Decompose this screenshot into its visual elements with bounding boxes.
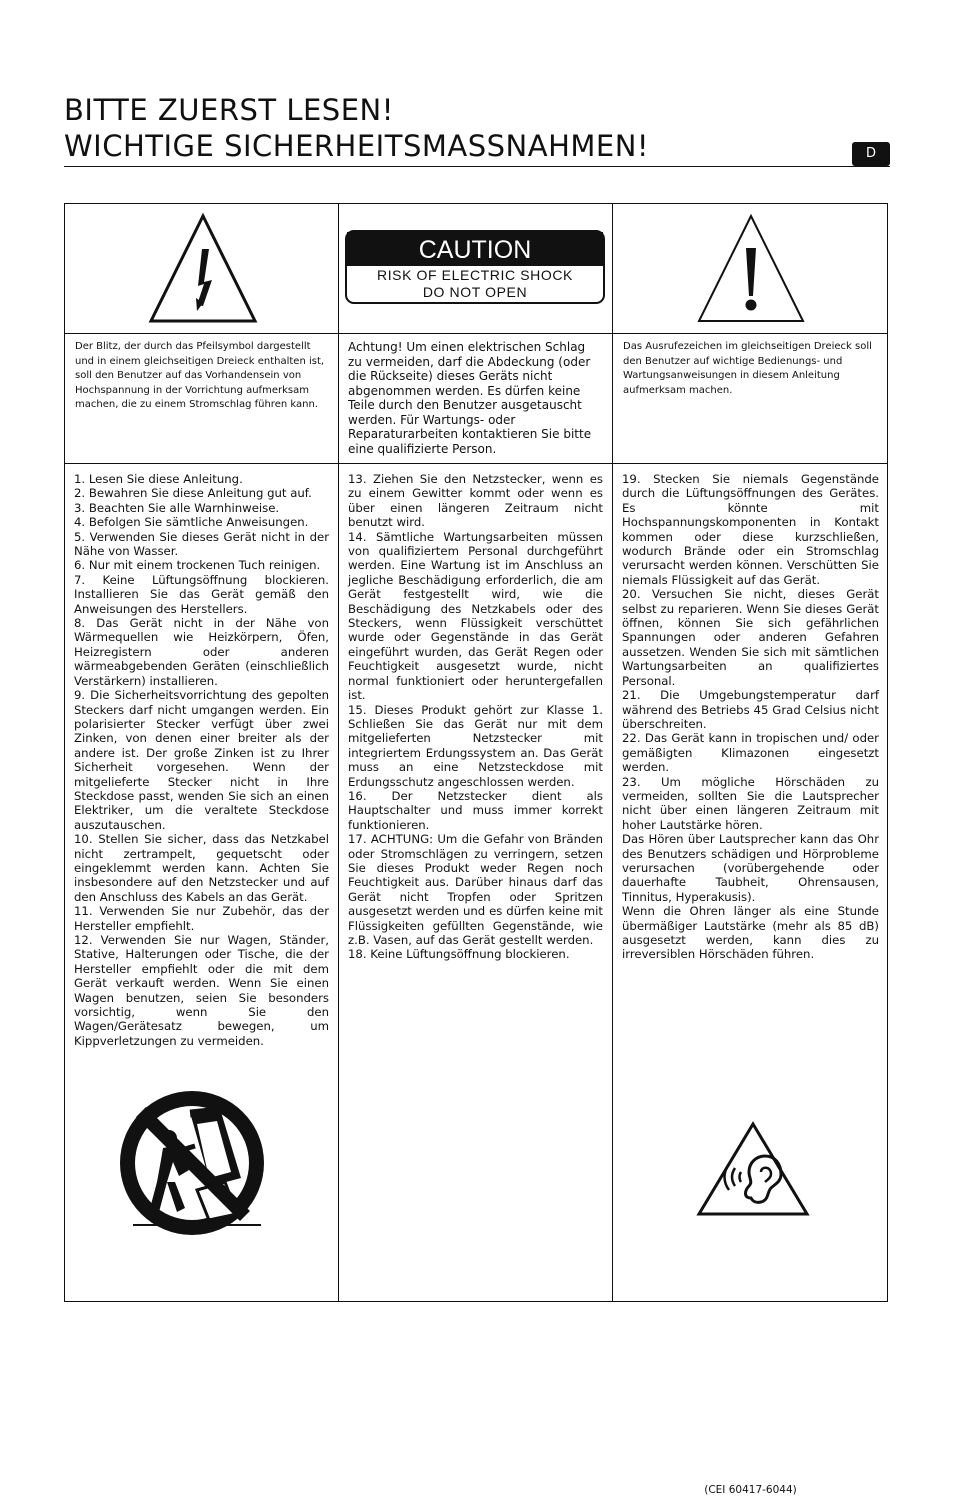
list-item: 20. Versuchen Sie nicht, dieses Gerät selbst zu reparieren. Wenn Sie dieses Gerät öffnen, können Sie sich gefährlichen Spannungen oder anderen Gefahren aussetzen. Wenden Sie sich mit sämtlichen Wartungsarbeiten an qualifiziertes Personal. — [622, 587, 879, 688]
hearing-symbol-caption: (CEI 60417-6044) — [704, 1484, 797, 1496]
instructions-column-2 — [339, 464, 612, 1301]
caution-label — [345, 230, 605, 304]
title-line-1: BITTE ZUERST LESEN! — [64, 93, 394, 127]
title-line-2: WICHTIGE SICHERHEITSMASSNAHMEN! — [64, 129, 650, 163]
safety-table — [64, 203, 888, 1496]
lightning-description: Der Blitz, der durch das Pfeilsymbol dargestellt und in einem gleichseitigen Dreieck enthalten ist, soll den Benutzer auf das Vorhandensein von Hochspannung in der Vorrichtung aufmerksam machen, die zu einem Stromschlag führen kann. — [75, 341, 325, 410]
list-item: 4. Befolgen Sie sämtliche Anweisungen. — [74, 515, 309, 530]
list-item: Das Hören über Lautsprecher kann das Ohr des Benutzers schädigen und Hörprobleme verursachen (vorübergehende oder dauerhafte Taubheit, Ohrensausen, Tinnitus, Hyperakusis). — [622, 832, 879, 904]
cart-tip-over-warning-icon — [113, 1086, 263, 1236]
caution-line-2: DO NOT OPEN — [422, 284, 528, 300]
list-item: 8. Das Gerät nicht in der Nähe von Wärmequellen wie Heizkörpern, Öfen, Heizregistern oder anderen wärmeabgebenden Geräten (einschließlich Verstärkern) installieren. — [74, 616, 329, 688]
language-badge: D — [852, 142, 890, 166]
list-item: 13. Ziehen Sie den Netzstecker, wenn es zu einem Gewitter kommt oder wenn es über einen längeren Zeitraum nicht benutzt wird. — [348, 472, 603, 530]
title-divider — [64, 166, 890, 167]
lightning-symbol-cell — [65, 204, 338, 333]
list-item: 2. Bewahren Sie diese Anleitung gut auf. — [74, 486, 312, 501]
list-item: 11. Verwenden Sie nur Zubehör, das der Hersteller empfiehlt. — [74, 904, 329, 933]
instructions-column-1 — [65, 464, 338, 1301]
exclamation-symbol-cell — [613, 204, 888, 333]
list-item: Wenn die Ohren länger als eine Stunde übermäßiger Lautstärke (mehr als 85 dB) ausgesetzt werden, kann dies zu irreversiblen Hörschäden führen. — [622, 904, 879, 962]
list-item: 15. Dieses Produkt gehört zur Klasse 1. Schließen Sie das Gerät nur mit dem mitgelieferten Netzstecker mit integriertem Erdungssystem an. Das Gerät muss an eine Netzsteckdose mit Erdungsschutz angeschlossen werden. — [348, 702, 603, 789]
lightning-triangle-icon — [65, 204, 338, 333]
list-item: 23. Um mögliche Hörschäden zu vermeiden, sollten Sie die Lautsprecher nicht über einen längeren Zeitraum mit hoher Lautstärke hören. — [622, 774, 879, 832]
list-item: 21. Die Umgebungstemperatur darf während des Betriebs 45 Grad Celsius nicht überschreiten. — [622, 688, 879, 731]
caution-line-1: RISK OF ELECTRIC SHOCK — [376, 267, 573, 283]
list-item: 18. Keine Lüftungsöffnung blockieren. — [348, 947, 570, 962]
page-title — [64, 92, 844, 164]
list-item: 7. Keine Lüftungsöffnung blockieren. Installieren Sie das Gerät gemäß den Anweisungen des Herstellers. — [74, 572, 329, 616]
list-item: 10. Stellen Sie sicher, dass das Netzkabel nicht zertrampelt, gequetscht oder eingeklemmt werden kann. Achten Sie insbesondere auf den Netzstecker und auf den Anschluss des Kabels an das Gerät. — [74, 832, 329, 904]
exclamation-description: Das Ausrufezeichen im gleichseitigen Dreieck soll den Benutzer auf wichtige Bedienungs- und Wartungsanweisungen in diesem Anleitung aufmerksam machen. — [623, 341, 872, 396]
exclamation-triangle-icon — [613, 204, 888, 333]
list-item: 19. Stecken Sie niemals Gegenstände durch die Lüftungsöffnungen des Gerätes. Es könnte mit Hochspannungskomponenten in Kontakt kommen oder diese kurzschließen, wodurch Brände oder ein Stromschlag verursacht werden können. Verschütten Sie niemals Flüssigkeit auf das Gerät. — [622, 472, 879, 587]
hearing-damage-triangle-icon — [695, 1120, 811, 1220]
list-item: 3. Beachten Sie alle Warnhinweise. — [74, 500, 280, 515]
list-item: 9. Die Sicherheitsvorrichtung des gepolten Steckers darf nicht umgangen werden. Ein polarisierter Stecker verfügt über zwei Zinken, von denen einer breiter als der andere ist. Der große Zinken ist zu Ihrer Sicherheit vorgesehen. Wenn der mitgelieferte Stecker nicht in Ihre Steckdose passt, wenden Sie sich an einen Elektriker, um die veraltete Steckdose auszutauschen. — [74, 688, 329, 832]
list-item: 14. Sämtliche Wartungsarbeiten müssen von qualifiziertem Personal durchgeführt werden. Eine Wartung ist im Anschluss an jegliche Beschädigung erforderlich, die am Gerät festgestellt wird, wie die Beschädigung des Netzkabels oder des Steckers, wenn Flüssigkeit verschüttet wurde oder Gegenstände in das Gerät eingeführt wurden, das Gerät Regen oder Feuchtigkeit ausgesetzt wurde, nicht normal funktioniert oder heruntergefallen ist. — [348, 529, 603, 703]
caution-symbol-cell — [339, 204, 612, 333]
list-item: 12. Verwenden Sie nur Wagen, Ständer, Stative, Halterungen oder Tische, die der Hersteller empfiehlt oder die mit dem Gerät verkauft werden. Wenn Sie einen Wagen benutzen, seien Sie besonders vorsichtig, wenn Sie den Wagen/Gerätesatz bewegen, um Kippverletzungen zu vermeiden. — [74, 933, 329, 1048]
list-item: 6. Nur mit einem trockenen Tuch reinigen. — [74, 558, 321, 573]
list-item: 17. ACHTUNG: Um die Gefahr von Bränden oder Stromschlägen zu verringern, setzen Sie dieses Produkt weder Regen noch Feuchtigkeit aus. Darüber hinaus darf das Gerät nicht Tropfen oder Spritzen ausgesetzt werden und es dürfen keine mit Flüssigkeiten gefüllten Gegenstände, wie z.B. Vasen, auf das Gerät gestellt werden. — [348, 832, 603, 947]
instructions-column-3 — [613, 464, 888, 1496]
list-item: 16. Der Netzstecker dient als Hauptschalter und muss immer korrekt funktionieren. — [348, 788, 603, 832]
caution-heading: CAUTION — [347, 232, 603, 266]
list-item: 22. Das Gerät kann in tropischen und/ oder gemäßigten Klimazonen eingesetzt werden. — [622, 731, 879, 775]
caution-description: Achtung! Um einen elektrischen Schlag zu vermeiden, darf die Abdeckung (oder die Rückseite) dieses Geräts nicht abgenommen werden. Es dürfen keine Teile durch den Benutzer ausgetauscht werden. Für Wartungs- oder Reparaturarbeiten kontaktieren Sie bitte eine qualifizierte Person. — [348, 340, 592, 456]
list-item: 5. Verwenden Sie dieses Gerät nicht in der Nähe von Wasser. — [74, 529, 329, 559]
list-item: 1. Lesen Sie diese Anleitung. — [74, 472, 243, 486]
